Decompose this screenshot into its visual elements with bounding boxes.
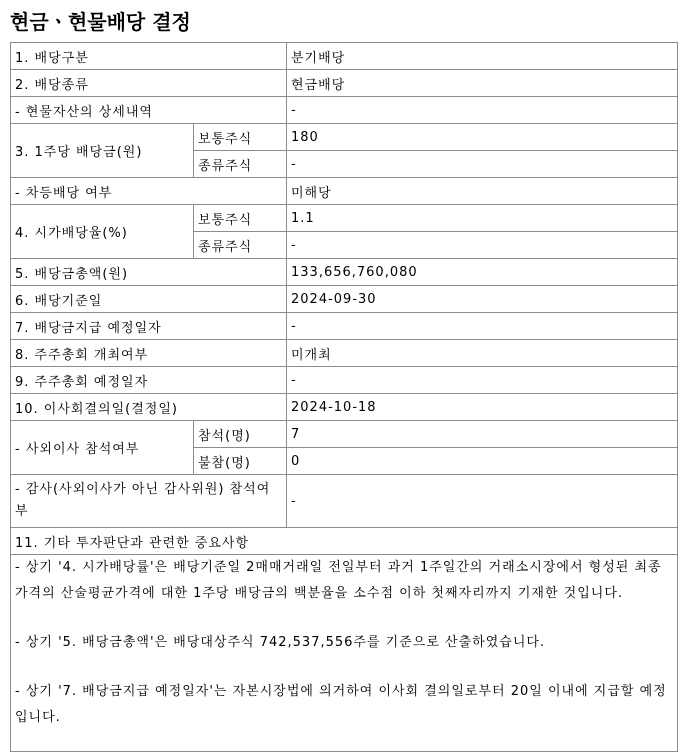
row-value: - [287,151,678,178]
table-row [11,475,678,528]
table-row [11,259,678,286]
table-row [11,367,678,394]
row-sublabel: 보통주식 [194,124,287,151]
dividend-decision-table [10,42,678,752]
row-label: 9. 주주총회 예정일자 [11,367,287,394]
row-value: 133,656,760,080 [287,259,678,286]
row-sublabel: 종류주식 [194,151,287,178]
row-value: - [287,367,678,394]
table-row [11,205,678,232]
row-label: 7. 배당금지급 예정일자 [11,313,287,340]
table-row [11,555,678,752]
row-value: 180 [287,124,678,151]
row-label: - 현물자산의 상세내역 [11,97,287,124]
row-value: - [287,313,678,340]
note-paragraph: - 상기 '5. 배당금총액'은 배당대상주식 742,537,556주를 기준으로 산출하였습니다. [15,635,546,650]
note-paragraph: - 상기 '4. 시가배당률'은 배당기준일 2매매거래일 전일부터 과거 1주일간의 거래소시장에서 형성된 최종가격의 산술평균가격에 대한 1주당 배당금의 백분율을 소수점 이하 첫째자리까지 기재한 것입니다. [15,560,662,601]
row-label: 6. 배당기준일 [11,286,287,313]
row-label: - 감사(사외이사가 아닌 감사위원) 참석여부 [11,475,287,528]
row-value: 분기배당 [287,43,678,70]
row-label: 5. 배당금총액(원) [11,259,287,286]
notes-cell [11,555,678,752]
table-row [11,124,678,151]
row-label: 10. 이사회결의일(결정일) [11,394,287,421]
row-value: 1.1 [287,205,678,232]
row-sublabel: 종류주식 [194,232,287,259]
row-label: 1. 배당구분 [11,43,287,70]
row-label: 2. 배당종류 [11,70,287,97]
table-row [11,286,678,313]
table-row [11,394,678,421]
table-row [11,97,678,124]
note-paragraph: - 상기 '7. 배당금지급 예정일자'는 자본시장법에 의거하여 이사회 결의일로부터 20일 이내에 지급할 예정입니다. [15,684,667,725]
row-value: 미해당 [287,178,678,205]
row-value: 0 [287,448,678,475]
row-sublabel: 보통주식 [194,205,287,232]
row-label: 3. 1주당 배당금(원) [11,124,194,178]
row-sublabel: 불참(명) [194,448,287,475]
row-sublabel: 참석(명) [194,421,287,448]
table-row [11,178,678,205]
row-label: 8. 주주총회 개최여부 [11,340,287,367]
row-value: - [287,475,678,528]
row-value: 2024-10-18 [287,394,678,421]
table-row [11,421,678,448]
page-title: 현금ㆍ현물배당 결정 [10,10,191,34]
row-label: 11. 기타 투자판단과 관련한 중요사항 [11,528,678,555]
row-value: 현금배당 [287,70,678,97]
row-label: 4. 시가배당율(%) [11,205,194,259]
row-value: 2024-09-30 [287,286,678,313]
row-label: - 차등배당 여부 [11,178,287,205]
row-value: - [287,232,678,259]
table-row [11,70,678,97]
row-value: - [287,97,678,124]
table-row [11,528,678,555]
table-row [11,340,678,367]
table-row [11,43,678,70]
row-value: 미개최 [287,340,678,367]
table-row [11,313,678,340]
row-value: 7 [287,421,678,448]
row-label: - 사외이사 참석여부 [11,421,194,475]
